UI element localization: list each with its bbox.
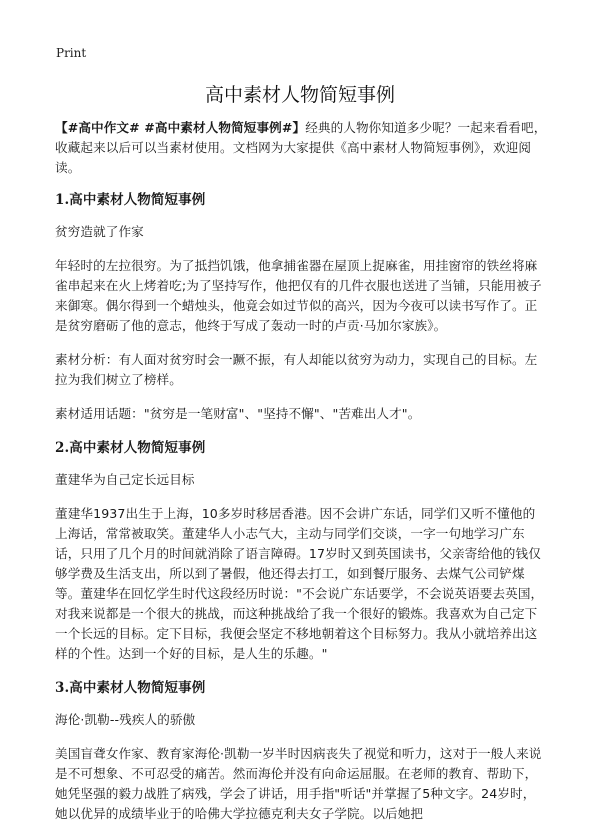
- section-3: [55, 678, 547, 824]
- section-subtitle: 贫穷造就了作家: [55, 224, 144, 239]
- section-paragraph: 美国盲聋女作家、教育家海伦·凯勒一岁半时因病丧失了视觉和听力，这对于一般人来说是不可想象、不可忍受的痛苦。然而海伦并没有向命运屈服。在老师的教育、帮助下，她凭坚强的毅力战胜了病残，学会了讲话，用手指"听话"并掌握了5种文字。24岁时，她以优异的成绩毕业于的哈佛大学拉德克利夫女子学院。以后她把: [55, 746, 542, 821]
- section-2: [55, 438, 547, 664]
- section-subtitle: 海伦·凯勒--残疾人的骄傲: [55, 712, 196, 727]
- intro-text: 经典的人物你知道多少呢？一起来看看吧，收藏起来以后可以当素材使用。文档网为大家提供《高中素材人物简短事例》，欢迎阅读。: [55, 120, 547, 175]
- section-heading: 3.高中素材人物简短事例: [55, 680, 206, 696]
- section-paragraph: 素材适用话题："贫穷是一笔财富"、"坚持不懈"、"苦难出人才"。: [55, 406, 421, 421]
- section-subtitle: 董建华为自己定长远目标: [55, 472, 195, 487]
- intro-paragraph: [55, 118, 547, 178]
- document-body: [55, 118, 547, 838]
- section-paragraph: 年轻时的左拉很穷。为了抵挡饥饿，他拿捕雀器在屋顶上捉麻雀，用挂窗帘的铁丝将麻雀串起来在火上烤着吃;为了坚持写作，他把仅有的几件衣服也送进了当铺，只能用被子来御寒。偶尔得到一个蜡烛头，他竟会如过节似的高兴，因为今夜可以读书写作了。正是贫穷磨砺了他的意志，他终于写成了轰动一时的卢贡·马加尔家族》。: [55, 258, 542, 333]
- section-paragraph: 素材分析：有人面对贫穷时会一蹶不振，有人却能以贫穷为动力，实现自己的目标。左拉为我们树立了榜样。: [55, 352, 538, 387]
- print-label: Print: [56, 46, 87, 60]
- page-title: 高中素材人物简短事例: [204, 84, 395, 106]
- section-heading: 2.高中素材人物简短事例: [55, 440, 206, 456]
- section-heading: 1.高中素材人物简短事例: [55, 192, 206, 208]
- section-paragraph: 董建华1937出生于上海，10多岁时移居香港。因不会讲广东话，同学们又听不懂他的上海话，常常被取笑。董建华人小志气大，主动与同学们交谈，一字一句地学习广东话，只用了几个月的时间就消除了语言障碍。17岁时又到英国读书，父亲寄给他的钱仅够学费及生活支出，所以到了暑假，他还得去打工，如到餐厅服务、去煤气公司铲煤等。董建华在回忆学生时代这段经历时说："不会说广东话要学，不会说英语要去英国，对我来说都是一个很大的挑战，而这种挑战给了我一个很好的锻炼。我喜欢为自己定下一个长远的目标。定下目标，我便会坚定不移地朝着这个目标努力。我从小就培养出这样的个性。达到一个好的目标，是人生的乐趣。": [55, 506, 544, 661]
- section-1: [55, 190, 547, 424]
- intro-tag: 【#高中作文# #高中素材人物简短事例#】: [55, 120, 306, 135]
